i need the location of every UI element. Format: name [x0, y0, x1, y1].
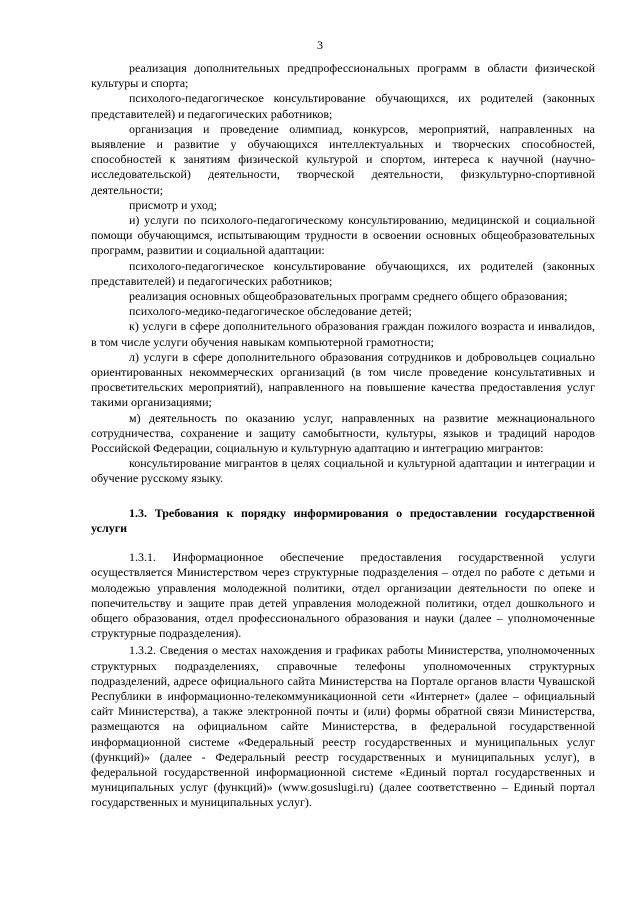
- paragraph: присмотр и уход;: [129, 197, 218, 212]
- paragraph: м) деятельность по оказанию услуг, направленных на развитие межнационального сотрудничества, сохранение и защиту самобытности, культуры, языков и традиций народов Российской Федерации, социальную и культурную адаптацию и интеграцию мигрантов:: [91, 410, 595, 456]
- paragraph: и) услуги по психолого-педагогическому консультированию, медицинской и социальной помощи обучающимся, испытывающим трудности в освоении основных общеобразовательных программ, развитии и социальной адаптации:: [91, 213, 595, 258]
- paragraph: л) услуги в сфере дополнительного образования сотрудников и добровольцев социально ориентированных некоммерческих организаций (в том числе проведение консультативных и просветительских мероприятий), направленного на повышение качества предоставления услуг такими организациями;: [91, 349, 595, 410]
- page-number: 3: [317, 38, 323, 52]
- paragraph: реализация основных общеобразовательных программ среднего общего образования;: [129, 289, 568, 304]
- paragraph: психолого-медико-педагогическое обследование детей;: [129, 304, 412, 319]
- paragraph: реализация дополнительных предпрофессиональных программ в области физической культуры и спорта;: [91, 61, 595, 91]
- paragraph: психолого-педагогическое консультирование обучающихся, их родителей (законных представителей) и педагогических работников;: [91, 91, 595, 121]
- numbered-paragraph: 1.3.2. Сведения о местах нахождения и графиках работы Министерства, уполномоченных структурных подразделениях, справочные телефоны уполномоченных структурных подразделений, адресе официального сайта Министерства на Портале органов власти Чувашской Республики в информационно-телекоммуникационной сети «Интернет» (далее – официальный сайт Министерства), а также электронной почты и (или) формы обратной связи Министерства, размещаются на официальном сайте Министерства, в федеральной государственной информационной системе «Федеральный реестр государственных и муниципальных услуг (функций)» (далее - Федеральный реестр государственных и муниципальных услуг), в федеральной государственной информационной системе «Единый портал государственных и муниципальных услуг (функций)» (www.gosuslugi.ru) (далее соответственно – Единый портал государственных и муниципальных услуг).: [91, 643, 595, 810]
- paragraph: к) услуги в сфере дополнительного образования граждан пожилого возраста и инвалидов, в том числе услуги обучения навыкам компьютерной грамотности;: [91, 319, 595, 349]
- section-heading: 1.3. Требования к порядку информирования о предоставлении государственной услуги: [91, 505, 595, 535]
- paragraph: организация и проведение олимпиад, конкурсов, мероприятий, направленных на выявление и развитие у обучающихся интеллектуальных и творческих способностей, способностей к занятиям физической культурой и спортом, интереса к научной (научно-исследовательской) деятельности, творческой деятельности, физкультурно-спортивной деятельности;: [91, 121, 595, 197]
- document-body: [91, 61, 595, 811]
- paragraph: консультирование мигрантов в целях социальной и культурной адаптации и интеграции и обучение русскому языку.: [91, 456, 595, 486]
- numbered-paragraph: 1.3.1. Информационное обеспечение предоставления государственной услуги осуществляется Министерством через структурные подразделения – отдел по работе с детьми и молодежью управления молодежной политики, отдел организации деятельности по опеке и попечительству и защите прав детей управления молодежной политики, отдел дошкольного и общего образования, отдел профессионального образования и науки (далее – уполномоченные структурные подразделения).: [91, 550, 595, 641]
- paragraph: психолого-педагогическое консультирование обучающихся, их родителей (законных представителей) и педагогических работников;: [91, 258, 595, 288]
